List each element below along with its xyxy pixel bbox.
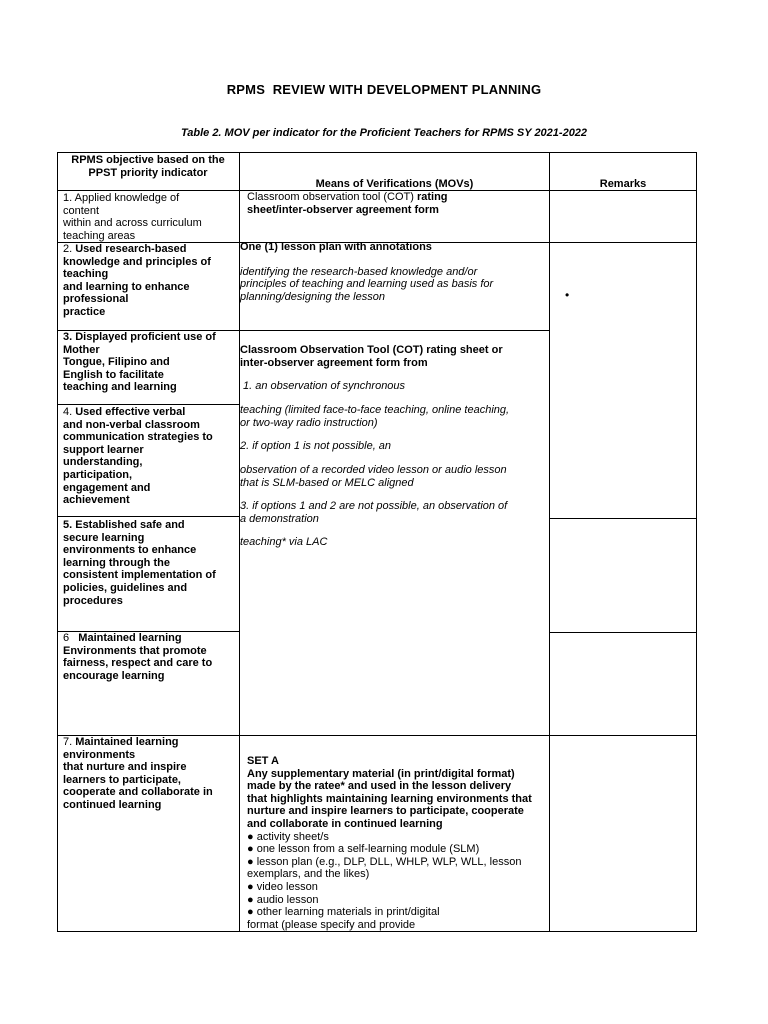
objective-7: 7. Maintained learning environments that nurture and inspire learners to participate, cooperate and collaborate in continued learning bbox=[63, 736, 213, 811]
remarks-bullet: • bbox=[565, 288, 570, 302]
header-objective: RPMS objective based on the PPST priority indicator bbox=[71, 154, 225, 179]
mov-3: Classroom Observation Tool (COT) rating sheet or inter-observer agreement form from bbox=[240, 344, 503, 369]
list-item: ● audio lesson bbox=[247, 893, 319, 906]
objective-5: 5. Established safe and secure learning environments to enhance learning through the consistent implementation of policies, guidelines and procedures bbox=[63, 519, 216, 607]
objective-4: 4. Used effective verbal and non-verbal classroom communication strategies to support learner understanding, participation, engagement and achievement bbox=[63, 406, 213, 507]
mov-3-option-2: 2. if option 1 is not possible, an bbox=[240, 440, 392, 452]
objective-1: 1. Applied knowledge of content within and across curriculum teaching areas bbox=[63, 192, 202, 242]
list-item: exemplars, and the likes) bbox=[247, 868, 370, 881]
list-item: format (please specify and provide bbox=[247, 918, 416, 931]
header-mov: Means of Verifications (MOVs) bbox=[315, 178, 474, 190]
mov-3-option-3-detail: teaching* via LAC bbox=[240, 536, 328, 548]
objective-3: 3. Displayed proficient use of Mother Tongue, Filipino and English to facilitate teaching and learning bbox=[63, 331, 216, 394]
list-item: ● lesson plan (e.g., DLP, DLL, WHLP, WLP, WLL, lesson bbox=[247, 855, 522, 868]
objective-2: 2. Used research-based knowledge and principles of teaching and learning to enhance professional practice bbox=[63, 243, 211, 318]
page-title: RPMS REVIEW WITH DEVELOPMENT PLANNING bbox=[226, 82, 542, 97]
mov-3-option-1-detail: teaching (limited face-to-face teaching, online teaching, or two-way radio instruction) bbox=[240, 404, 510, 429]
list-item: ● other learning materials in print/digital bbox=[247, 906, 440, 919]
list-item: ● video lesson bbox=[247, 880, 318, 893]
list-item: ● activity sheet/s bbox=[247, 830, 329, 843]
mov-4: SET A Any supplementary material (in print/digital format) made by the ratee* and used in the lesson delivery that highlights maintaining learning environments that nurture and inspire learners to participate, cooperate and collaborate in continued learning ● activity sheet/s ● one lesson from a self-learning module (SLM) ● lesson plan (e.g., DLP, DLL, WHLP, WLP, WLL, lesson exemplars, and the likes) ● video lesson ● audio lesson ● other learning materials in print/digital format (please specify and provide bbox=[247, 755, 547, 931]
list-item: ● one lesson from a self-learning module (SLM) bbox=[247, 843, 480, 856]
objective-6: 6 Maintained learning Environments that promote fairness, respect and care to encourage learning bbox=[63, 632, 213, 682]
mov-2: One (1) lesson plan with annotations identifying the research-based knowledge and/or principles of teaching and learning used as basis for planning/designing the lesson bbox=[240, 241, 494, 303]
mov-3-option-2-detail: observation of a recorded video lesson or audio lesson that is SLM-based or MELC aligned bbox=[240, 464, 507, 489]
mov-3-option-1: 1. an observation of synchronous bbox=[243, 380, 406, 392]
mov-1: Classroom observation tool (COT) rating sheet/inter-observer agreement form bbox=[247, 191, 448, 216]
mov-3-option-3: 3. if options 1 and 2 are not possible, an observation of a demonstration bbox=[240, 500, 508, 525]
header-remarks: Remarks bbox=[599, 178, 647, 190]
table-caption: Table 2. MOV per indicator for the Proficient Teachers for RPMS SY 2021-2022 bbox=[180, 127, 588, 139]
